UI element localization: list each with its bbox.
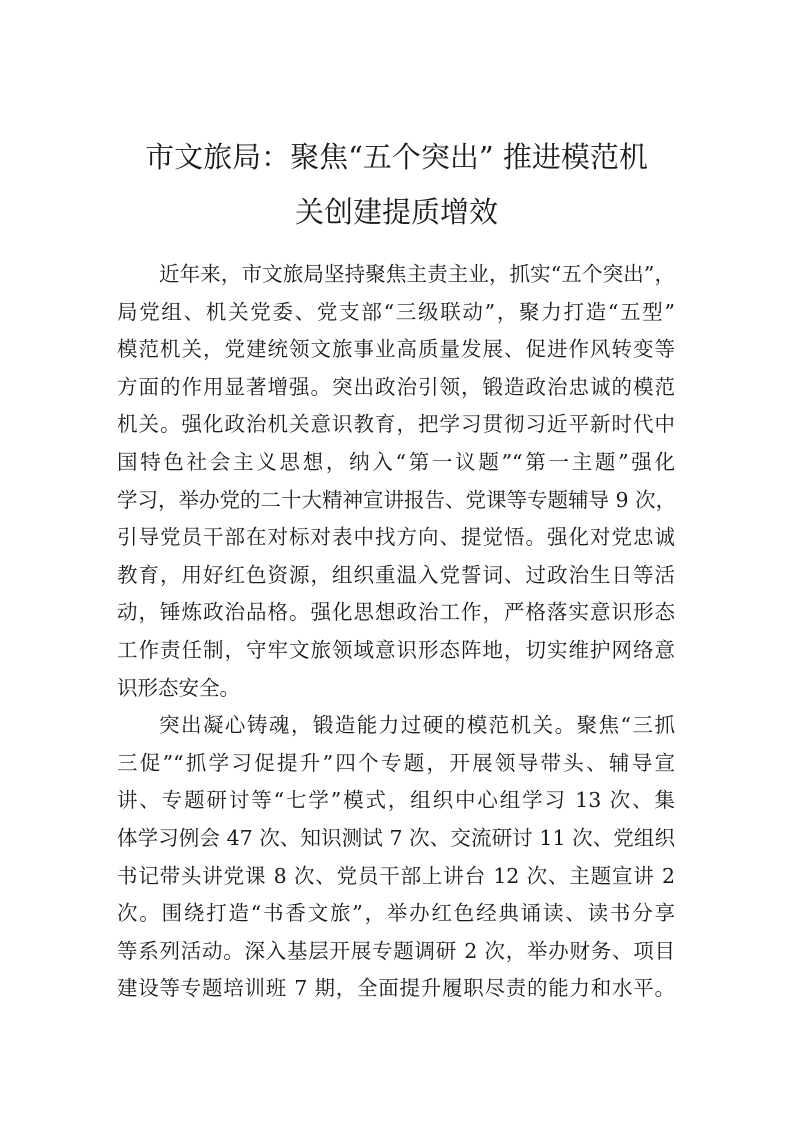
document-title-line-2: 关创建提质增效 — [294, 195, 498, 229]
text-line: 突出凝心铸魂，锻造能力过硬的模范机关。聚焦“三抓 — [159, 713, 675, 738]
text-line: 工作责任制，守牢文旅领域意识形态阵地，切实维护网络意 — [117, 637, 675, 662]
text-line: 等系列活动。深入基层开展专题调研 2 次，举办财务、项目 — [117, 938, 675, 963]
text-line: 讲、专题研讨等“七学”模式，组织中心组学习 13 次、集 — [117, 788, 675, 813]
text-line: 模范机关，党建统领文旅事业高质量发展、促进作风转变等 — [117, 337, 675, 362]
text-line: 三促”“抓学习促提升”四个专题，开展领导带头、辅导宣 — [117, 750, 675, 775]
document-body — [117, 256, 675, 1008]
text-line: 局党组、机关党委、党支部“三级联动”，聚力打造“五型” — [117, 299, 675, 324]
text-line: 学习，举办党的二十大精神宣讲报告、党课等专题辅导 9 次， — [117, 487, 677, 512]
text-line: 方面的作用显著增强。突出政治引领，锻造政治忠诚的模范 — [117, 374, 675, 399]
document-title-line-1: 市文旅局：聚焦“五个突出” 推进模范机 — [145, 140, 648, 174]
text-line: 机关。强化政治机关意识教育，把学习贯彻习近平新时代中 — [117, 412, 675, 437]
paragraph-2 — [117, 707, 675, 1008]
text-line: 体学习例会 47 次、知识测试 7 次、交流研讨 11 次、党组织 — [117, 825, 675, 850]
text-line: 书记带头讲党课 8 次、党员干部上讲台 12 次、主题宣讲 2 — [117, 863, 675, 888]
text-line: 动，锤炼政治品格。强化思想政治工作，严格落实意识形态 — [117, 600, 675, 625]
text-line: 建设等专题培训班 7 期，全面提升履职尽责的能力和水平。 — [117, 976, 675, 1001]
text-line: 次。围绕打造“书香文旅”，举办红色经典诵读、读书分享 — [117, 901, 675, 926]
text-line: 识形态安全。 — [117, 675, 240, 700]
text-line: 引导党员干部在对标对表中找方向、提觉悟。强化对党忠诚 — [117, 525, 675, 550]
text-line: 近年来，市文旅局坚持聚焦主责主业，抓实“五个突出”， — [159, 262, 675, 286]
paragraph-1 — [117, 256, 675, 707]
text-line: 教育，用好红色资源，组织重温入党誓词、过政治生日等活 — [117, 562, 675, 587]
text-line: 国特色社会主义思想，纳入“第一议题”“第一主题”强化 — [117, 449, 675, 474]
